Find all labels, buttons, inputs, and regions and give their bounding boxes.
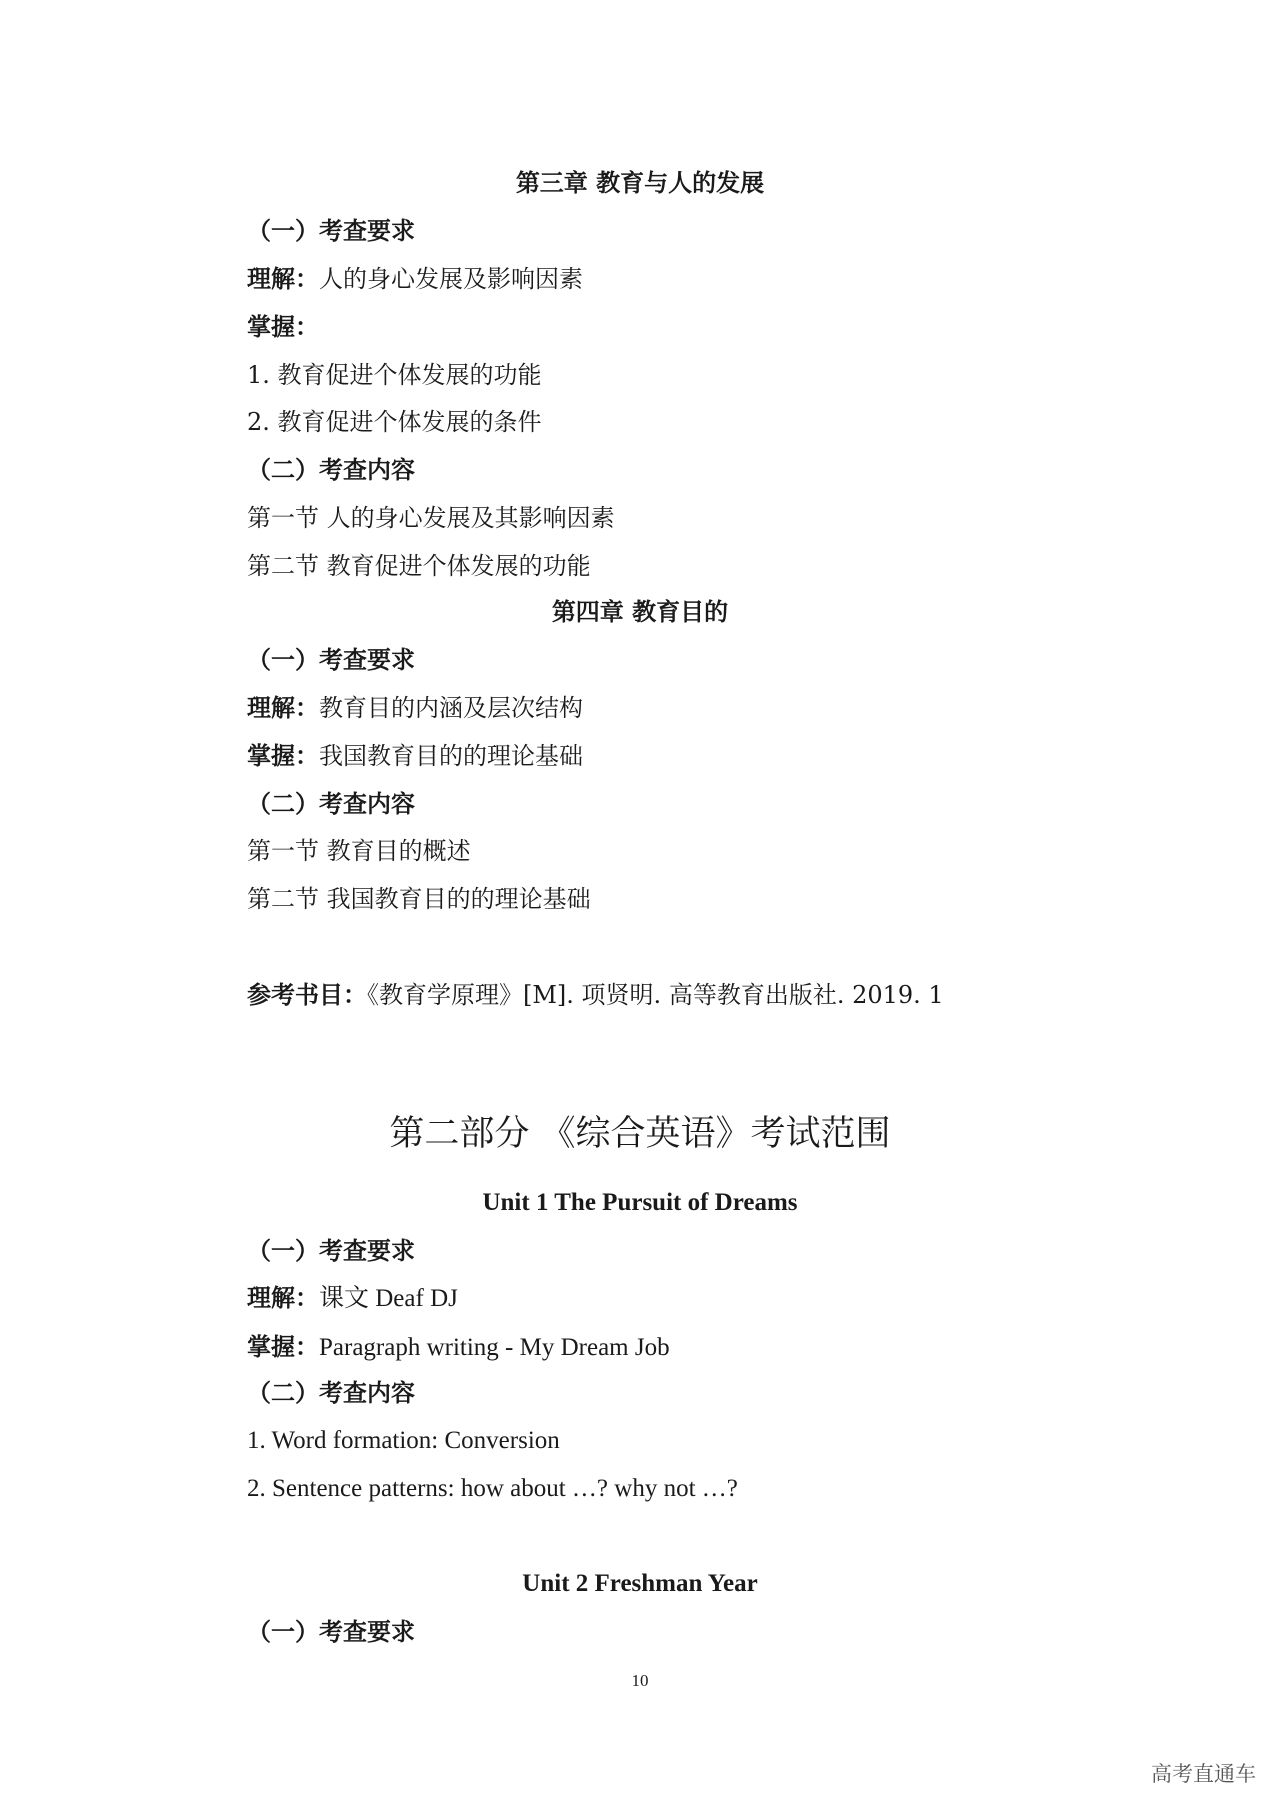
- chapter3-master-label: 掌握：: [247, 312, 319, 341]
- understand-text: 人的身心发展及影响因素: [319, 265, 583, 293]
- unit1-content-item: 1. Word formation: Conversion: [247, 1427, 560, 1454]
- chapter3-requirements-heading: （一）考查要求: [247, 216, 415, 245]
- unit2-title: Unit 2 Freshman Year: [522, 1570, 758, 1597]
- understand-text: 教育目的内涵及层次结构: [319, 694, 583, 722]
- chapter4-master-line: [247, 741, 583, 771]
- chapter3-master-item: 2. 教育促进个体发展的条件: [247, 408, 542, 436]
- chapter4-section: 第一节 教育目的概述: [247, 837, 471, 865]
- chapter4-section: 第二节 我国教育目的的理论基础: [247, 885, 591, 913]
- master-label: 掌握：: [247, 1332, 319, 1361]
- chapter3-title: 第三章 教育与人的发展: [515, 168, 765, 197]
- reference-line: [247, 980, 944, 1010]
- master-text: Paragraph writing - My Dream Job: [319, 1334, 670, 1361]
- master-label: 掌握：: [247, 741, 319, 770]
- chapter4-title: 第四章 教育目的: [551, 597, 729, 626]
- unit1-understand-line: [247, 1283, 458, 1314]
- understand-label: 理解：: [247, 693, 319, 722]
- page-number: 10: [631, 1671, 649, 1690]
- chapter3-content-heading: （二）考查内容: [247, 455, 415, 484]
- understand-text: 课文 Deaf DJ: [319, 1285, 458, 1312]
- chapter4-content-heading: （二）考查内容: [247, 789, 415, 818]
- unit1-content-heading: （二）考查内容: [247, 1378, 415, 1407]
- master-text: 我国教育目的的理论基础: [319, 742, 583, 770]
- unit1-title: Unit 1 The Pursuit of Dreams: [482, 1189, 798, 1216]
- unit2-requirements-heading: （一）考查要求: [247, 1617, 415, 1646]
- unit1-content-item: 2. Sentence patterns: how about …? why not …?: [247, 1475, 738, 1502]
- understand-label: 理解：: [247, 1283, 319, 1312]
- unit1-requirements-heading: （一）考查要求: [247, 1236, 415, 1265]
- unit1-master-line: [247, 1332, 670, 1363]
- chapter3-section: 第二节 教育促进个体发展的功能: [247, 552, 591, 580]
- chapter3-master-item: 1. 教育促进个体发展的功能: [247, 361, 542, 389]
- reference-text: 《教育学原理》[M]. 项贤明. 高等教育出版社. 2019. 1: [367, 981, 944, 1009]
- chapter3-section: 第一节 人的身心发展及其影响因素: [247, 504, 615, 532]
- reference-label: 参考书目：: [247, 980, 367, 1009]
- watermark-text: 高考直通车: [1151, 1762, 1256, 1786]
- part2-title: 第二部分 《综合英语》考试范围: [389, 1114, 891, 1154]
- chapter3-understand-line: [247, 264, 583, 294]
- chapter4-requirements-heading: （一）考查要求: [247, 645, 415, 674]
- understand-label: 理解：: [247, 264, 319, 293]
- chapter4-understand-line: [247, 693, 583, 723]
